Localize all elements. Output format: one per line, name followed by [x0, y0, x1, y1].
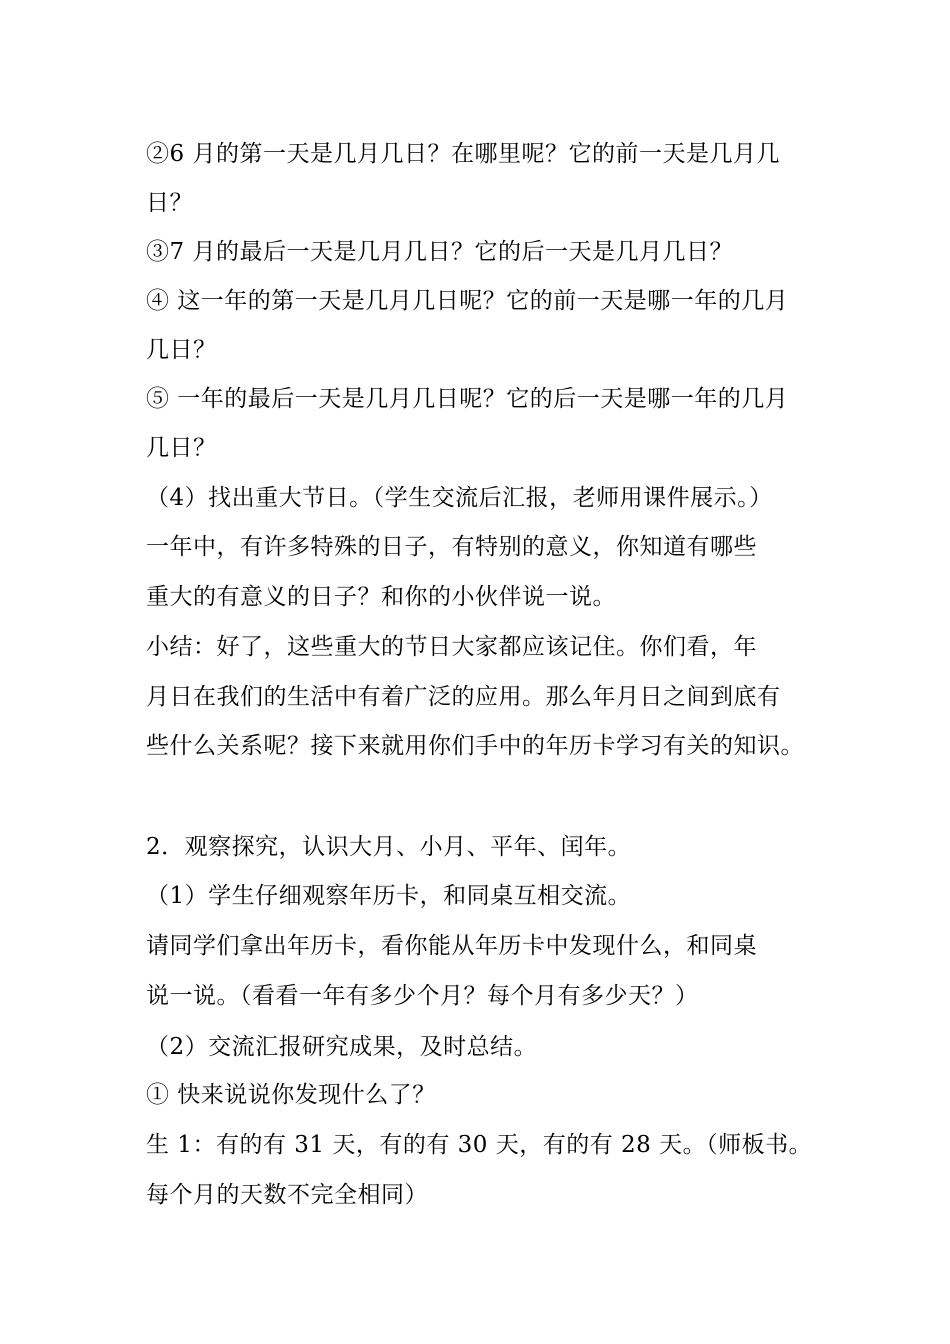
text-line-section-2-heading: 2．观察探究，认识大月、小月、平年、闰年。 [146, 834, 632, 860]
text-line-summary: 小结：好了，这些重大的节日大家都应该记住。你们看，年 [146, 634, 757, 660]
text-line-question-4-cont: 几日？ [146, 337, 217, 363]
text-line-step-1-heading: （1）学生仔细观察年历卡，和同桌互相交流。 [146, 883, 632, 909]
text-line-question-4: ④ 这一年的第一天是几月几日呢？它的前一天是哪一年的几月 [146, 288, 789, 314]
text-line-question-2: ②6 月的第一天是几月几日？在哪里呢？它的前一天是几月几 [146, 141, 780, 167]
text-line-summary-cont-1: 月日在我们的生活中有着广泛的应用。那么年月日之间到底有 [146, 684, 781, 710]
text-line-student-answer-cont: 每个月的天数不完全相同） [146, 1182, 428, 1208]
text-line-paragraph-2: 请同学们拿出年历卡，看你能从年历卡中发现什么，和同桌 [146, 933, 757, 959]
text-line-paragraph-1: 一年中，有许多特殊的日子，有特别的意义，你知道有哪些 [146, 534, 757, 560]
text-line-paragraph-2-cont: 说一说。（看看一年有多少个月？每个月有多少天？） [146, 983, 699, 1009]
text-line-question-5-cont: 几日？ [146, 435, 217, 461]
text-line-summary-cont-2: 些什么关系呢？接下来就用你们手中的年历卡学习有关的知识。 [146, 733, 804, 759]
text-line-step-2-heading: （2）交流汇报研究成果，及时总结。 [146, 1034, 538, 1060]
text-line-question-2-cont: 日？ [146, 190, 193, 216]
text-line-question-3: ③7 月的最后一天是几月几日？它的后一天是几月几日？ [146, 239, 733, 265]
text-line-question-5: ⑤ 一年的最后一天是几月几日呢？它的后一天是哪一年的几月 [146, 386, 789, 412]
text-line-step-4-heading: （4）找出重大节日。（学生交流后汇报，老师用课件展示。） [146, 485, 773, 511]
text-line-student-answer: 生 1：有的有 31 天，有的有 30 天，有的有 28 天。（师板书。 [146, 1132, 813, 1158]
text-line-paragraph-1-cont: 重大的有意义的日子？和你的小伙伴说一说。 [146, 584, 616, 610]
text-line-prompt-1: ① 快来说说你发现什么了？ [146, 1082, 436, 1108]
